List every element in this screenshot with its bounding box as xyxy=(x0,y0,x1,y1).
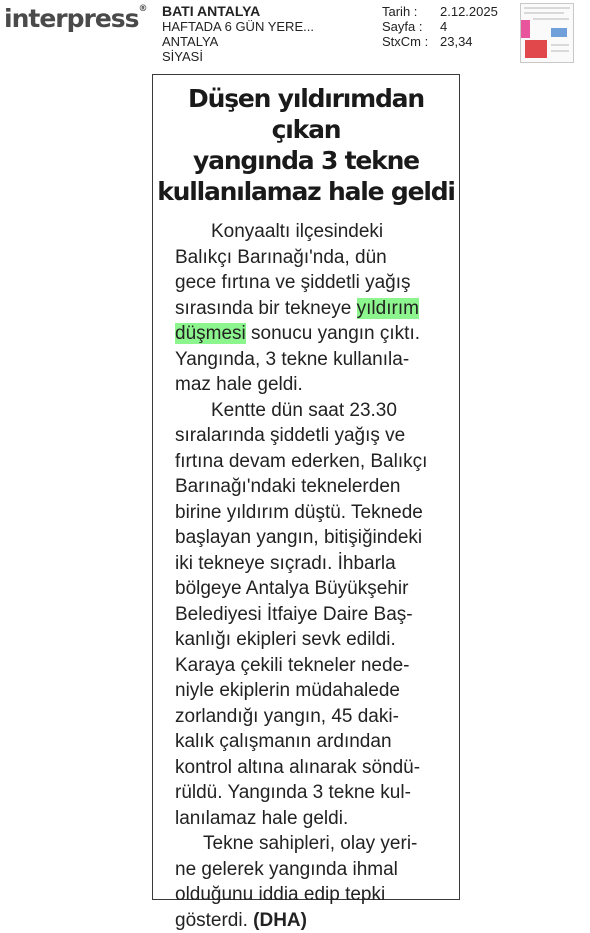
interpress-logo xyxy=(4,4,148,33)
thumb-line xyxy=(533,18,569,20)
body-line: ne gelerek yangında ihmal xyxy=(175,857,459,883)
body-line: olduğunu iddia edip tepki xyxy=(175,882,459,908)
article-body xyxy=(153,219,459,933)
body-line: maz hale geldi. xyxy=(175,372,459,398)
body-line: niyle ekiplerin müdahalede xyxy=(175,678,459,704)
body-line: bölgeye Antalya Büyükşehir xyxy=(175,576,459,602)
body-line xyxy=(175,296,459,322)
body-line: kontrol altına alınarak söndü- xyxy=(175,755,459,781)
stxcm-label: StxCm : xyxy=(382,34,440,49)
body-line: sıralarında şiddetli yağış ve xyxy=(175,423,459,449)
body-text: gösterdi. xyxy=(175,910,253,931)
article-headline xyxy=(153,83,459,207)
agency-credit: (DHA) xyxy=(253,910,307,931)
body-line xyxy=(175,908,459,933)
body-line: Konyaaltı ilçesindeki xyxy=(175,219,459,245)
logo-text: interpress xyxy=(4,4,139,33)
page-thumbnail[interactable] xyxy=(520,3,574,63)
body-line: iki tekneye sıçradı. İhbarla xyxy=(175,551,459,577)
body-line xyxy=(175,321,459,347)
body-line: birine yıldırım düştü. Teknede xyxy=(175,500,459,526)
registered-mark: ® xyxy=(139,4,148,14)
body-line: gece fırtına ve şiddetli yağış xyxy=(175,270,459,296)
thumb-blue-block xyxy=(551,28,567,37)
thumb-line xyxy=(551,44,569,46)
headline-line: kullanılamaz hale geldi xyxy=(153,176,459,207)
body-text: sırasında bir tekneye xyxy=(175,298,357,319)
publication-section: SİYASİ xyxy=(162,49,314,64)
body-line: lanılamaz hale geldi. xyxy=(175,806,459,832)
body-line: Balıkçı Barınağı'nda, dün xyxy=(175,245,459,271)
body-line: kanlığı ekipleri sevk edildi. xyxy=(175,627,459,653)
body-text: sonucu yangın çıktı. xyxy=(246,323,420,344)
clip-metadata xyxy=(382,4,498,49)
thumb-red-block xyxy=(525,40,547,58)
publication-frequency: HAFTADA 6 GÜN YERE... xyxy=(162,19,314,34)
body-line: Karaya çekili tekneler nede- xyxy=(175,653,459,679)
body-line: Tekne sahipleri, olay yeri- xyxy=(175,831,459,857)
publication-name: BATI ANTALYA xyxy=(162,4,314,19)
body-line: kalık çalışmanın ardından xyxy=(175,729,459,755)
publication-city: ANTALYA xyxy=(162,34,314,49)
body-line: Belediyesi İtfaiye Daire Baş- xyxy=(175,602,459,628)
headline-line: yangında 3 tekne xyxy=(153,145,459,176)
page-label: Sayfa : xyxy=(382,19,440,34)
article-clipping xyxy=(152,74,460,900)
publication-info xyxy=(162,4,314,64)
date-label: Tarih : xyxy=(382,4,440,19)
thumb-line xyxy=(524,12,564,14)
body-line: rüldü. Yangında 3 tekne kul- xyxy=(175,780,459,806)
page-value: 4 xyxy=(440,19,447,34)
headline-line: Düşen yıldırımdan çıkan xyxy=(153,83,459,145)
stxcm-row xyxy=(382,34,498,49)
body-line: fırtına devam ederken, Balıkçı xyxy=(175,449,459,475)
date-row xyxy=(382,4,498,19)
body-line: Barınağı'ndaki teknelerden xyxy=(175,474,459,500)
body-line: başlayan yangın, bitişiğindeki xyxy=(175,525,459,551)
keyword-highlight: yıldırım xyxy=(357,298,419,319)
body-line: Kentte dün saat 23.30 xyxy=(175,398,459,424)
stxcm-value: 23,34 xyxy=(440,34,473,49)
thumb-pink-block xyxy=(521,20,530,38)
keyword-highlight: düşmesi xyxy=(175,323,246,344)
body-line: zorlandığı yangın, 45 daki- xyxy=(175,704,459,730)
thumb-line xyxy=(524,7,570,9)
thumb-line xyxy=(551,50,569,52)
page-row xyxy=(382,19,498,34)
body-line: Yangında, 3 tekne kullanıla- xyxy=(175,347,459,373)
date-value: 2.12.2025 xyxy=(440,4,498,19)
